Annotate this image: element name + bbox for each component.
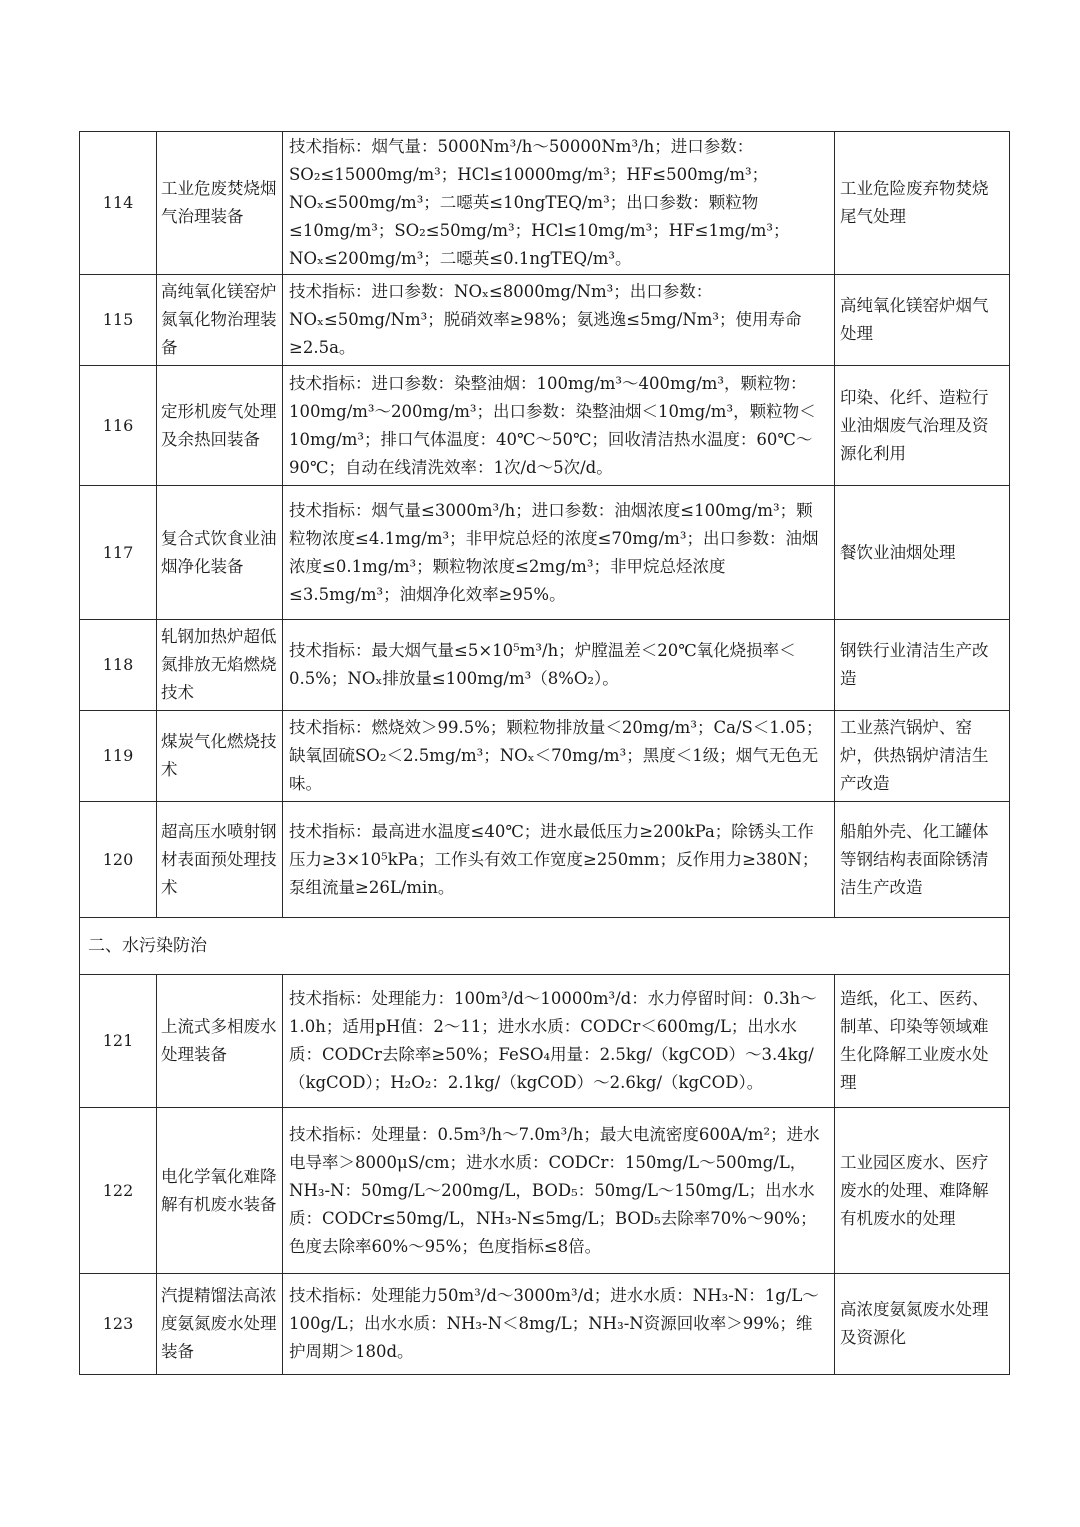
item-number: 117 [80,486,157,620]
item-application: 工业园区废水、医疗废水的处理、难降解有机废水的处理 [835,1108,1010,1274]
item-spec: 技术指标：处理能力50m³/d～3000m³/d；进水水质：NH₃-N：1g/L～100g/L；出水水质：NH₃-N＜8mg/L；NH₃-N资源回收率＞99%；维护周期＞180d。 [283,1274,835,1375]
item-spec: 技术指标：处理能力：100m³/d～10000m³/d：水力停留时间：0.3h～1.0h；适用pH值：2～11；进水水质：CODCr＜600mg/L；出水水质：CODCr去除率≥50%；FeSO₄用量：2.5kg/（kgCOD）～3.4kg/（kgCOD）；H₂O₂：2.1kg/（kgCOD）～2.6kg/（kgCOD）。 [283,975,835,1108]
table-row [80,275,1010,366]
item-spec: 技术指标：最大烟气量≤5×10⁵m³/h；炉膛温差＜20℃氧化烧损率＜0.5%；NOₓ排放量≤100mg/m³（8%O₂）。 [283,620,835,711]
item-application: 餐饮业油烟处理 [835,486,1010,620]
item-name: 高纯氧化镁窑炉氮氧化物治理装备 [157,275,283,366]
item-name: 电化学氧化难降解有机废水装备 [157,1108,283,1274]
item-application: 船舶外壳、化工罐体等钢结构表面除锈清洁生产改造 [835,802,1010,918]
table-row [80,975,1010,1108]
item-spec: 技术指标：最高进水温度≤40℃；进水最低压力≥200kPa；除锈头工作压力≥3×10⁵kPa；工作头有效工作宽度≥250mm；反作用力≥380N；泵组流量≥26L/min。 [283,802,835,918]
table-row [80,1274,1010,1375]
catalog-table [79,131,1010,1375]
table-row [80,366,1010,486]
table-row [80,132,1010,275]
item-number: 115 [80,275,157,366]
item-application: 钢铁行业清洁生产改造 [835,620,1010,711]
item-name: 轧钢加热炉超低氮排放无焰燃烧技术 [157,620,283,711]
item-application: 工业蒸汽锅炉、窑炉，供热锅炉清洁生产改造 [835,711,1010,802]
item-spec: 技术指标：烟气量≤3000m³/h；进口参数：油烟浓度≤100mg/m³；颗粒物浓度≤4.1mg/m³；非甲烷总烃的浓度≤70mg/m³；出口参数：油烟浓度≤0.1mg/m³；颗粒物浓度≤2mg/m³；非甲烷总烃浓度≤3.5mg/m³；油烟净化效率≥95%。 [283,486,835,620]
item-number: 116 [80,366,157,486]
item-number: 118 [80,620,157,711]
item-name: 汽提精馏法高浓度氨氮废水处理装备 [157,1274,283,1375]
item-number: 121 [80,975,157,1108]
section-header-row [80,918,1010,975]
table-row [80,486,1010,620]
item-name: 定形机废气处理及余热回装备 [157,366,283,486]
item-name: 复合式饮食业油烟净化装备 [157,486,283,620]
item-name: 煤炭气化燃烧技术 [157,711,283,802]
table-row [80,711,1010,802]
section-title: 二、水污染防治 [80,918,1010,975]
item-number: 122 [80,1108,157,1274]
item-application: 高纯氧化镁窑炉烟气处理 [835,275,1010,366]
item-application: 印染、化纤、造粒行业油烟废气治理及资源化利用 [835,366,1010,486]
item-spec: 技术指标：燃烧效＞99.5%；颗粒物排放量＜20mg/m³；Ca/S＜1.05；缺氧固硫SO₂＜2.5mg/m³；NOₓ＜70mg/m³；黑度＜1级；烟气无色无味。 [283,711,835,802]
table-row [80,1108,1010,1274]
table-row [80,802,1010,918]
item-spec: 技术指标：烟气量：5000Nm³/h～50000Nm³/h；进口参数：SO₂≤15000mg/m³；HCl≤10000mg/m³；HF≤500mg/m³；NOₓ≤500mg/m³；二噁英≤10ngTEQ/m³；出口参数：颗粒物≤10mg/m³；SO₂≤50mg/m³；HCl≤10mg/m³；HF≤1mg/m³；NOₓ≤200mg/m³；二噁英≤0.1ngTEQ/m³。 [283,132,835,275]
table-row [80,620,1010,711]
item-name: 工业危废焚烧烟气治理装备 [157,132,283,275]
item-spec: 技术指标：进口参数：染整油烟：100mg/m³～400mg/m³，颗粒物：100mg/m³～200mg/m³；出口参数：染整油烟＜10mg/m³，颗粒物＜10mg/m³；排口气体温度：40℃～50℃；回收清洁热水温度：60℃～90℃；自动在线清洗效率：1次/d～5次/d。 [283,366,835,486]
item-number: 114 [80,132,157,275]
item-application: 工业危险废弃物焚烧尾气处理 [835,132,1010,275]
item-spec: 技术指标：处理量：0.5m³/h～7.0m³/h；最大电流密度600A/m²；进水电导率＞8000μS/cm；进水水质：CODCr：150mg/L～500mg/L，NH₃-N：50mg/L～200mg/L，BOD₅：50mg/L～150mg/L；出水水质：CODCr≤50mg/L，NH₃-N≤5mg/L；BOD₅去除率70%～90%；色度去除率60%～95%；色度指标≤8倍。 [283,1108,835,1274]
item-number: 120 [80,802,157,918]
item-number: 123 [80,1274,157,1375]
item-name: 超高压水喷射钢材表面预处理技术 [157,802,283,918]
item-spec: 技术指标：进口参数：NOₓ≤8000mg/Nm³；出口参数：NOₓ≤50mg/Nm³；脱硝效率≥98%；氨逃逸≤5mg/Nm³；使用寿命≥2.5a。 [283,275,835,366]
item-application: 造纸，化工、医药、制革、印染等领域难生化降解工业废水处理 [835,975,1010,1108]
item-application: 高浓度氨氮废水处理及资源化 [835,1274,1010,1375]
item-number: 119 [80,711,157,802]
item-name: 上流式多相废水处理装备 [157,975,283,1108]
